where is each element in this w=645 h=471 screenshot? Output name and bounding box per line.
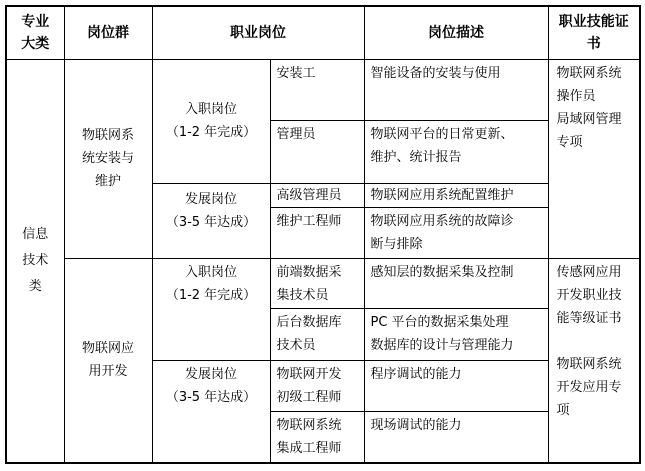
job-description-cell (364, 183, 548, 207)
group-name-cell (64, 258, 152, 463)
job-title-line: 安装工 (276, 65, 316, 81)
job-description-cell (364, 360, 548, 411)
job-title-cell (270, 120, 364, 183)
job-description-line: 程序调试的能力 (370, 366, 462, 382)
job-title-line: 后台数据库 (276, 314, 342, 330)
header-cert-line: 职业技能证 (558, 13, 629, 30)
header-row (6, 6, 640, 59)
job-title-line: 前端数据采 (276, 264, 342, 280)
job-description-cell (364, 207, 548, 258)
table-row (6, 59, 640, 120)
cert-spacer (557, 330, 640, 353)
job-description-line: 现场调试的能力 (370, 417, 462, 433)
job-description-cell (364, 308, 548, 360)
cert-cell (548, 258, 640, 463)
job-description-line: PC 平台的数据采集处理 (370, 314, 509, 330)
stage-period: （1-2 年完成） (165, 125, 257, 140)
cert-line: 物联网系统 (556, 65, 622, 81)
stage-label: 发展岗位 (184, 191, 237, 207)
job-title-line: 集技术员 (276, 287, 329, 303)
job-title-line: 初级工程师 (276, 389, 342, 405)
major-category-cell (6, 59, 64, 463)
job-title-cell (270, 59, 364, 120)
job-description-line: 物联网应用系统的故障诊 (370, 213, 514, 229)
job-description-line: 维护、统计报告 (370, 149, 462, 165)
header-major-line: 专业 (21, 13, 50, 30)
stage-period: （1-2 年完成） (165, 287, 257, 303)
major-line: 信息 (22, 226, 49, 242)
cert-line: 开发应用专 (556, 379, 622, 395)
header-cert (548, 6, 640, 59)
job-description-line: 智能设备的安装与使用 (370, 65, 501, 81)
job-title-cell (270, 207, 364, 258)
job-description-cell (364, 411, 548, 463)
header-position: 职业岗位 (152, 6, 364, 59)
career-table-container (5, 5, 641, 464)
group-name-line: 统安装与 (81, 151, 134, 166)
stage-cell (152, 59, 270, 183)
cert-line: 项 (556, 402, 570, 418)
job-title-cell (270, 183, 364, 207)
cert-line: 操作员 (556, 88, 596, 104)
job-description-line: 断与排除 (370, 236, 423, 252)
header-group: 岗位群 (64, 6, 152, 59)
job-title-line: 物联网开发 (276, 366, 342, 382)
major-line: 技术 (22, 252, 49, 268)
major-line: 类 (28, 278, 42, 294)
group-name-line: 物联网系 (81, 128, 134, 143)
cert-line: 局域网管理 (556, 111, 622, 127)
job-description-line: 数据库的设计与管理能力 (370, 337, 514, 353)
stage-period: （3-5 年达成） (165, 214, 257, 230)
cert-cell (548, 59, 640, 258)
stage-label: 入职岗位 (184, 264, 237, 280)
job-title-line: 维护工程师 (276, 213, 342, 229)
job-title-cell (270, 360, 364, 411)
cert-line: 物联网系统 (556, 356, 622, 372)
stage-label: 发展岗位 (184, 366, 237, 382)
cert-line: 开发职业技 (556, 287, 622, 303)
career-table (5, 5, 641, 464)
job-title-cell (270, 258, 364, 308)
group-name-cell (64, 59, 152, 258)
job-title-cell (270, 308, 364, 360)
job-title-line: 管理员 (276, 126, 316, 142)
job-title-line: 集成工程师 (276, 440, 342, 456)
job-title-cell (270, 411, 364, 463)
group-name-line: 维护 (94, 174, 121, 189)
header-cert-line: 书 (586, 35, 601, 52)
job-description-line: 感知层的数据采集及控制 (370, 264, 514, 280)
job-description-cell (364, 258, 548, 308)
group-name-line: 物联网应 (81, 341, 134, 357)
header-major (6, 6, 64, 59)
table-row (6, 258, 640, 308)
job-description-line: 物联网应用系统配置维护 (370, 187, 514, 203)
cert-line: 能等级证书 (556, 310, 622, 326)
stage-cell (152, 183, 270, 258)
job-title-line: 技术员 (276, 337, 316, 353)
header-major-line: 大类 (21, 35, 50, 52)
group-name-line: 用开发 (88, 364, 128, 380)
job-description-cell (364, 120, 548, 183)
stage-cell (152, 258, 270, 360)
job-description-cell (364, 59, 548, 120)
stage-label: 入职岗位 (184, 102, 237, 117)
job-description-line: 物联网平台的日常更新、 (370, 126, 514, 142)
job-title-line: 高级管理员 (276, 187, 342, 203)
job-title-line: 物联网系统 (276, 417, 342, 433)
cert-line: 传感网应用 (556, 264, 622, 280)
cert-line: 专项 (556, 134, 583, 150)
header-description: 岗位描述 (364, 6, 548, 59)
stage-cell (152, 360, 270, 463)
stage-period: （3-5 年达成） (165, 389, 257, 405)
